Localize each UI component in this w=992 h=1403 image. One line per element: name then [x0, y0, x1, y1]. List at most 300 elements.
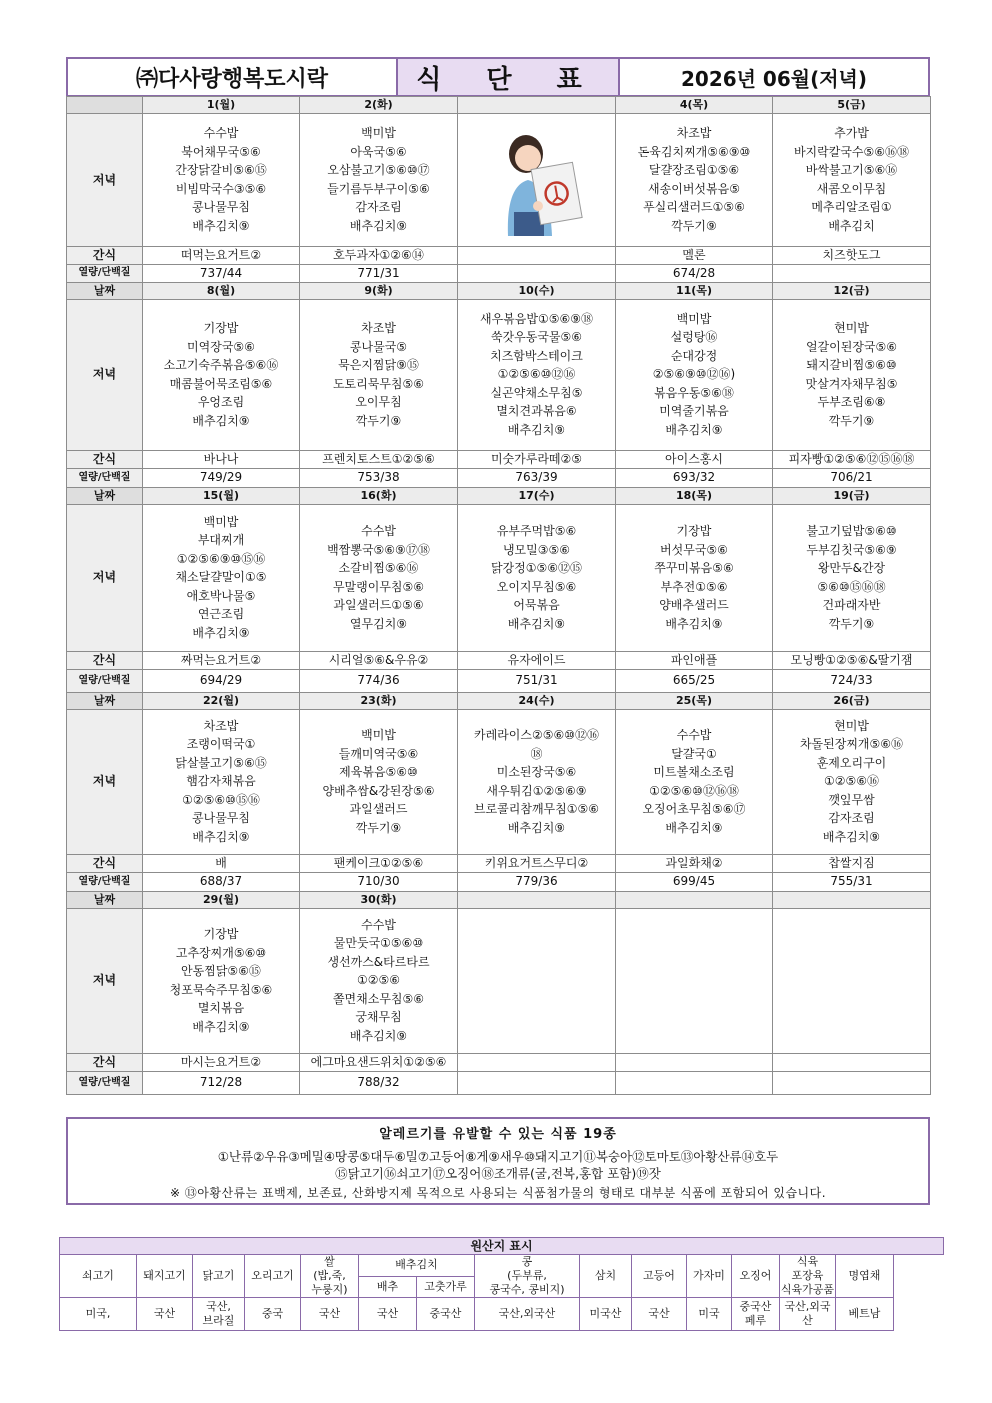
menu-item: 설렁탕⑯: [670, 330, 718, 345]
menu-item: 닭강정①⑤⑥⑫⑮: [490, 561, 583, 575]
menu-cell: [458, 709, 616, 854]
menu-item: 궁채무침: [355, 1010, 402, 1025]
menu-item: 차조밥: [203, 718, 239, 733]
menu-item: 닭살불고기⑤⑥⑮: [175, 755, 267, 770]
company-name: ㈜다사랑행복도시락: [135, 66, 329, 92]
snack-cell: 피자빵①②⑤⑥⑫⑮⑯⑱: [773, 450, 931, 468]
snack-cell: 유자에이드: [458, 651, 616, 669]
snack-cell: 마시는요거트②: [143, 1053, 300, 1071]
origin-value-pork: 국산: [137, 1298, 193, 1331]
snack-cell: 프렌치토스트①②⑤⑥: [300, 450, 458, 468]
menu-item: 소고기숙주볶음⑤⑥⑯: [163, 358, 279, 372]
menu-item: 순대강정: [670, 348, 718, 363]
snack-row: [67, 854, 931, 872]
menu-item: 멸치견과볶음⑥: [496, 404, 577, 419]
menu-item: ⑤⑥⑩⑮⑯⑱: [817, 579, 886, 594]
origin-head-flatfish: 가자미: [687, 1255, 732, 1298]
origin-head-rice-line: 쌀: [324, 1255, 335, 1268]
menu-item: 추가밥: [834, 126, 869, 141]
dinner-row: [67, 114, 931, 247]
kcal-row: [67, 1071, 931, 1094]
origin-head-bean-line: 콩국수, 콩비지): [489, 1283, 565, 1296]
snack-label: 간식: [67, 1053, 143, 1071]
date-cell: 9(화): [300, 282, 458, 299]
origin-head-processed-line: 식육: [796, 1255, 819, 1268]
menu-title: 식 단 표: [396, 59, 620, 95]
kcal-cell: 665/25: [616, 669, 773, 692]
date-cell: 12(금): [773, 282, 931, 299]
origin-value-beef: 미국,: [60, 1298, 137, 1331]
snack-cell: 에그마요샌드위치①②⑤⑥: [300, 1053, 458, 1071]
date-cell: [458, 97, 616, 114]
menu-cell: [143, 504, 300, 651]
origin-head-chicken: 닭고기: [193, 1255, 245, 1298]
menu-item: 현미밥: [834, 718, 869, 733]
menu-item: 바싹불고기⑤⑥⑯: [805, 163, 898, 178]
menu-item: 푸실리샐러드①⑤⑥: [643, 200, 745, 215]
menu-item: 실곤약채소무침⑤: [490, 385, 583, 400]
origin-value-duck: 중국: [245, 1298, 301, 1331]
menu-item: 오이지무침⑤⑥: [496, 579, 577, 594]
menu-item: 배추김치⑨: [507, 616, 566, 631]
date-cell: 15(월): [143, 487, 300, 504]
snack-cell: [773, 1053, 931, 1071]
origin-head-beef: 쇠고기: [60, 1255, 137, 1298]
snack-cell: 팬케이크①②⑤⑥: [300, 854, 458, 872]
origin-value-squid-line: 중국산: [739, 1300, 772, 1313]
menu-item: 배추김치⑨: [192, 218, 250, 233]
kcal-label: 열량/단백질: [67, 264, 143, 282]
snack-cell: 아이스홍시: [616, 450, 773, 468]
dinner-label: 저녁: [67, 709, 143, 854]
menu-item: 카레라이스②⑤⑥⑩⑫⑯: [474, 728, 599, 742]
menu-item: 배추김치⑨: [507, 820, 566, 835]
menu-cell: [773, 114, 931, 247]
date-cell: 19(금): [773, 487, 931, 504]
menu-item: 백짬뽕국⑤⑥⑨⑰⑱: [327, 542, 430, 557]
snack-label: 간식: [67, 854, 143, 872]
snack-cell: 미숫가루라떼②⑤: [458, 450, 616, 468]
menu-item: 부추전①⑤⑥: [660, 579, 728, 594]
menu-item: 비빔막국수③⑤⑥: [175, 181, 267, 196]
menu-item: 배추김치⑨: [192, 625, 250, 640]
menu-item: 배추김치⑨: [665, 616, 723, 631]
kcal-cell: 788/32: [300, 1071, 458, 1094]
origin-value-chicken-line: 국산,: [206, 1300, 231, 1313]
menu-item: 배추김치⑨: [665, 422, 723, 437]
kcal-row: [67, 468, 931, 487]
menu-item: 기장밥: [203, 927, 239, 941]
origin-head-chili-powder: 고춧가루: [417, 1276, 475, 1298]
date-cell: 17(수): [458, 487, 616, 504]
menu-item: 볶음우동⑤⑥⑱: [654, 385, 734, 400]
snack-cell: 모닝빵①②⑤⑥&딸기잼: [773, 651, 931, 669]
allergy-notice: [66, 1117, 930, 1205]
menu-item: 간장닭갈비⑤⑥⑮: [175, 163, 267, 178]
kcal-cell: 699/45: [616, 872, 773, 891]
origin-value-processed-line: 산: [802, 1314, 813, 1327]
date-label: 날짜: [67, 891, 143, 908]
menu-item: 소갈비찜⑤⑥⑯: [338, 561, 419, 575]
menu-item: 콩나물무침: [192, 811, 250, 826]
origin-head-bean-line: (두부류,: [507, 1269, 547, 1282]
kcal-cell: 694/29: [143, 669, 300, 692]
date-cell: 25(목): [616, 692, 773, 709]
kcal-cell: [616, 1071, 773, 1094]
menu-item: 수수밥: [676, 728, 712, 742]
menu-item: ⑱: [530, 746, 543, 761]
menu-item: 북어채무국⑤⑥: [181, 144, 261, 159]
menu-item: 깻잎무쌈: [828, 792, 875, 807]
snack-cell: 키위요거트스무디②: [458, 854, 616, 872]
date-cell: [458, 891, 616, 908]
date-cell: 1(월): [143, 97, 300, 114]
menu-item: 기장밥: [676, 524, 712, 538]
snack-row: [67, 1053, 931, 1071]
dinner-row: [67, 504, 931, 651]
menu-cell: [773, 709, 931, 854]
snack-cell: 치즈핫도그: [773, 246, 931, 264]
menu-item: ①②⑤⑥⑯: [823, 774, 880, 789]
date-cell: 24(수): [458, 692, 616, 709]
origin-head-rice: [301, 1255, 359, 1298]
date-cell: 23(화): [300, 692, 458, 709]
date-row: [67, 487, 931, 504]
menu-item: 왕만두&간장: [817, 561, 886, 575]
date-cell: 8(월): [143, 282, 300, 299]
date-row: [67, 891, 931, 908]
menu-item: 달걀장조림①⑤⑥: [648, 163, 740, 178]
menu-item: 배추김치⑨: [192, 1019, 250, 1034]
date-cell: [616, 891, 773, 908]
date-cell: 2(화): [300, 97, 458, 114]
menu-item: 치즈함박스테이크: [490, 348, 583, 363]
menu-item: 두부조림⑥⑧: [817, 395, 886, 409]
origin-head-spanish-mackerel: 삼치: [580, 1255, 632, 1298]
snack-cell: [616, 1053, 773, 1071]
menu-item: 바지락칼국수⑤⑥⑯⑱: [793, 144, 910, 159]
origin-head-bean: [475, 1255, 580, 1298]
allergy-footnote: ※ ⑬아황산류는 표백제, 보존료, 산화방지제 목적으로 사용되는 식품첨가물의 형태로 대부분 식품에 포함되어 있습니다.: [169, 1186, 827, 1200]
menu-item: 오이무침: [355, 395, 402, 409]
origin-head-bean-line: 콩: [521, 1255, 533, 1268]
menu-item: ①②⑤⑥⑩⑫⑯: [497, 367, 576, 382]
dinner-row: [67, 908, 931, 1053]
menu-item: 새콤오이무침: [816, 181, 887, 196]
menu-item: 채소달걀말이①⑤: [175, 570, 267, 585]
date-cell: 5(금): [773, 97, 931, 114]
menu-item: 배추김치⑨: [822, 829, 881, 844]
snack-cell: 호두과자①②⑥⑭: [300, 246, 458, 264]
menu-item: 맛살겨자채무침⑤: [805, 376, 898, 391]
origin-head-dried-pollock: 명엽채: [836, 1255, 894, 1298]
menu-item: 제육볶음⑤⑥⑩: [339, 765, 418, 779]
menu-item: 부대찌개: [197, 533, 245, 548]
menu-item: 생선까스&타르타르: [327, 954, 430, 969]
date-cell: [773, 891, 931, 908]
menu-item: ①②⑤⑥⑩⑫⑯⑱: [649, 783, 739, 798]
menu-item: 청포묵숙주무침⑤⑥: [169, 982, 273, 997]
allergy-list-line-1: ①난류②우유③메밀④땅콩⑤대두⑥밀⑦고등어⑧게⑨새우⑩돼지고기⑪복숭아⑫토마토⑬아황산류⑭호두: [217, 1149, 779, 1164]
menu-item: 쭈꾸미볶음⑤⑥: [654, 561, 734, 575]
menu-item: 콩나물국⑤: [349, 339, 408, 354]
date-cell: 26(금): [773, 692, 931, 709]
origin-value-chili-powder: 중국산: [417, 1298, 475, 1331]
kcal-row: [67, 264, 931, 282]
snack-cell: 떠먹는요거트②: [143, 246, 300, 264]
kcal-cell: 693/32: [616, 468, 773, 487]
kcal-cell: [773, 264, 931, 282]
menu-item: 백미밥: [676, 311, 712, 326]
menu-item: 양배추샐러드: [659, 598, 729, 612]
date-row: [67, 692, 931, 709]
date-label: [67, 97, 143, 114]
menu-item: 감자조림: [355, 200, 402, 215]
kcal-label: 열량/단백질: [67, 669, 143, 692]
menu-item: 콩나물무침: [192, 200, 250, 215]
menu-item: 미역줄기볶음: [659, 404, 729, 419]
menu-item: 열무김치⑨: [349, 616, 408, 631]
menu-header: [66, 57, 930, 97]
menu-item: 애호박나물⑤: [186, 588, 256, 603]
date-cell: 30(화): [300, 891, 458, 908]
menu-item: 들깨미역국⑤⑥: [338, 746, 419, 761]
snack-label: 간식: [67, 651, 143, 669]
kcal-cell: 751/31: [458, 669, 616, 692]
menu-item: 미소된장국⑤⑥: [496, 765, 577, 779]
menu-item: 깍두기⑨: [828, 616, 875, 631]
kcal-label: 열량/단백질: [67, 1071, 143, 1094]
menu-item: 깍두기⑨: [355, 413, 402, 428]
menu-item: 현미밥: [834, 321, 869, 335]
snack-cell: 배: [143, 854, 300, 872]
origin-head-processed-line: 포장육: [791, 1269, 824, 1282]
menu-cell: [143, 114, 300, 247]
date-row: [67, 97, 931, 114]
origin-value-mackerel: 국산: [632, 1298, 687, 1331]
menu-cell: [616, 299, 773, 450]
menu-item: 두부김칫국⑤⑥⑨: [806, 542, 897, 557]
menu-item: 물만둣국①⑤⑥⑩: [333, 936, 424, 951]
origin-head-rice-line: 누룽지): [311, 1283, 348, 1296]
snack-row: [67, 450, 931, 468]
menu-cell: [300, 299, 458, 450]
date-row: [67, 282, 931, 299]
origin-head-kimchi: 배추김치: [359, 1255, 475, 1277]
origin-value-rice: 국산: [301, 1298, 359, 1331]
origin-value-squid: [732, 1298, 780, 1331]
date-cell: 16(화): [300, 487, 458, 504]
menu-item: 깍두기⑨: [828, 413, 875, 428]
menu-item: 수수밥: [361, 917, 396, 932]
menu-item: 달걀국①: [671, 746, 717, 761]
menu-item: 미역장국⑤⑥: [187, 339, 255, 354]
origin-value-dried-pollock: 베트남: [836, 1298, 894, 1331]
snack-cell: 파인애플: [616, 651, 773, 669]
menu-item: 건파래자반: [822, 598, 881, 612]
kcal-cell: 674/28: [616, 264, 773, 282]
menu-item: 차돌된장찌개⑤⑥⑯: [799, 737, 904, 752]
date-cell: 10(수): [458, 282, 616, 299]
menu-item: 배추김치⑨: [665, 820, 723, 835]
menu-item: 배추김치⑨: [507, 422, 566, 437]
menu-item: ②⑤⑥⑨⑩⑫⑯): [652, 367, 736, 382]
origin-value-bean: 국산,외국산: [475, 1298, 580, 1331]
menu-item: 과일샐러드①⑤⑥: [333, 598, 424, 612]
menu-item: 불고기덮밥⑤⑥⑩: [806, 524, 897, 538]
menu-item: 백미밥: [361, 126, 396, 141]
allergy-list-line-2: ⑮닭고기⑯쇠고기⑰오징어⑱조개류(굴,전복,홍합 포함)⑲잣: [335, 1166, 661, 1181]
menu-item: 묵은지찜닭⑨⑮: [338, 358, 419, 372]
origin-title: 원산지 표시: [60, 1238, 944, 1255]
date-cell: 18(목): [616, 487, 773, 504]
date-cell: 22(월): [143, 692, 300, 709]
menu-cell: [300, 114, 458, 247]
snack-cell: [458, 246, 616, 264]
date-label: 날짜: [67, 487, 143, 504]
menu-item: 양배추쌈&강된장⑤⑥: [322, 783, 435, 798]
kcal-cell: [773, 1071, 931, 1094]
menu-item: 차조밥: [676, 126, 712, 141]
menu-item: 유부주먹밥⑤⑥: [496, 524, 577, 538]
menu-item: 메추리알조림①: [811, 200, 892, 215]
date-label: 날짜: [67, 282, 143, 299]
snack-cell: 멜론: [616, 246, 773, 264]
date-cell: 11(목): [616, 282, 773, 299]
menu-item: 브로콜리참깨무침①⑤⑥: [473, 802, 599, 816]
menu-item: 돼지갈비찜⑤⑥⑩: [806, 358, 897, 372]
snack-cell: 찹쌀지짐: [773, 854, 931, 872]
menu-item: 들기름두부구이⑤⑥: [327, 181, 430, 196]
origin-head-squid: 오징어: [732, 1255, 780, 1298]
menu-item: 새우튀김①②⑤⑥⑨: [486, 783, 587, 798]
menu-cell: [143, 908, 300, 1053]
menu-cell: [300, 504, 458, 651]
snack-cell: 과일화채②: [616, 854, 773, 872]
menu-grid: [66, 96, 931, 1095]
menu-cell: [773, 908, 931, 1053]
kcal-cell: 753/38: [300, 468, 458, 487]
allergy-title: 알레르기를 유발할 수 있는 식품 19종: [379, 1127, 617, 1142]
menu-item: 도토리묵무침⑤⑥: [332, 376, 425, 391]
snack-label: 간식: [67, 246, 143, 264]
origin-head-processed-meat: [780, 1255, 836, 1298]
snack-row: [67, 246, 931, 264]
kcal-cell: 779/36: [458, 872, 616, 891]
date-label: 날짜: [67, 692, 143, 709]
menu-item: 멸치볶음: [197, 1001, 245, 1015]
menu-item: 배추김치⑨: [349, 218, 408, 233]
kcal-cell: [458, 1071, 616, 1094]
origin-value-chicken: [193, 1298, 245, 1331]
menu-item: 감자조림: [828, 811, 875, 826]
menu-cell: [458, 299, 616, 450]
kcal-label: 열량/단백질: [67, 468, 143, 487]
menu-item: ①②⑤⑥: [356, 973, 401, 988]
menu-item: ①②⑤⑥⑩⑮⑯: [182, 792, 260, 807]
date-cell: 29(월): [143, 891, 300, 908]
dinner-row: [67, 709, 931, 854]
menu-cell: [143, 709, 300, 854]
menu-item: 깍두기⑨: [355, 820, 402, 835]
menu-cell: [300, 908, 458, 1053]
voting-illustration-cell: [458, 114, 616, 247]
menu-cell: [616, 709, 773, 854]
origin-value-cabbage: 국산: [359, 1298, 417, 1331]
origin-value-processed-meat: [780, 1298, 836, 1331]
kcal-cell: 737/44: [143, 264, 300, 282]
origin-value-spanish-mackerel: 미국산: [580, 1298, 632, 1331]
menu-item: 수수밥: [361, 524, 396, 538]
origin-head-processed-line: 식육가공품: [780, 1283, 835, 1296]
menu-item: 안동찜닭⑤⑥⑮: [181, 964, 261, 978]
menu-item: 아욱국⑤⑥: [350, 144, 407, 159]
menu-cell: [458, 504, 616, 651]
menu-item: 얼갈이된장국⑤⑥: [805, 339, 898, 354]
menu-item: 배추김치⑨: [192, 829, 250, 844]
menu-item: 백미밥: [203, 514, 239, 529]
menu-item: 수수밥: [203, 126, 239, 141]
origin-head-pork: 돼지고기: [137, 1255, 193, 1298]
menu-item: 쫄면채소무침⑤⑥: [332, 991, 425, 1006]
menu-item: 새송이버섯볶음⑤: [648, 181, 740, 196]
menu-item: 배추김치⑨: [192, 413, 250, 428]
menu-cell: [773, 299, 931, 450]
menu-item: 차조밥: [361, 321, 396, 335]
menu-item: 매콤불어묵조림⑤⑥: [169, 376, 273, 391]
kcal-cell: 771/31: [300, 264, 458, 282]
origin-head-cabbage: 배추: [359, 1276, 417, 1298]
kcal-cell: 688/37: [143, 872, 300, 891]
dinner-label: 저녁: [67, 504, 143, 651]
menu-item: 냉모밀③⑤⑥: [502, 542, 571, 557]
menu-month: 2026년 06월(저녁): [680, 66, 868, 91]
origin-head-mackerel: 고등어: [632, 1255, 687, 1298]
menu-item: 백미밥: [361, 728, 396, 742]
kcal-label: 열량/단백질: [67, 872, 143, 891]
kcal-cell: [458, 264, 616, 282]
menu-item: ①②⑤⑥⑨⑩⑮⑯: [176, 551, 266, 566]
dinner-row: [67, 299, 931, 450]
origin-value-chicken-line: 브라질: [202, 1314, 235, 1327]
dinner-label: 저녁: [67, 299, 143, 450]
snack-row: [67, 651, 931, 669]
menu-item: 훈제오리구이: [816, 755, 887, 770]
menu-item: 연근조림: [197, 607, 245, 622]
menu-item: 햄감자채볶음: [186, 774, 256, 789]
dinner-label: 저녁: [67, 908, 143, 1053]
menu-item: 배추김치⑨: [349, 1028, 408, 1043]
origin-value-squid-line: 페루: [744, 1314, 767, 1327]
menu-item: 깍두기⑨: [671, 218, 717, 233]
kcal-row: [67, 669, 931, 692]
kcal-cell: 763/39: [458, 468, 616, 487]
dinner-label: 저녁: [67, 114, 143, 247]
snack-label: 간식: [67, 450, 143, 468]
menu-cell: [143, 299, 300, 450]
menu-item: 오삼불고기⑤⑥⑩⑰: [327, 163, 430, 178]
origin-head-duck: 오리고기: [245, 1255, 301, 1298]
snack-cell: [458, 1053, 616, 1071]
menu-item: 어묵볶음: [513, 598, 560, 612]
snack-cell: 바나나: [143, 450, 300, 468]
menu-item: 무말랭이무침⑤⑥: [332, 579, 425, 594]
menu-cell: [616, 908, 773, 1053]
kcal-cell: 712/28: [143, 1071, 300, 1094]
menu-item: 버섯무국⑤⑥: [660, 542, 728, 557]
snack-cell: 짜먹는요거트②: [143, 651, 300, 669]
menu-item: 배추김치: [828, 218, 875, 233]
